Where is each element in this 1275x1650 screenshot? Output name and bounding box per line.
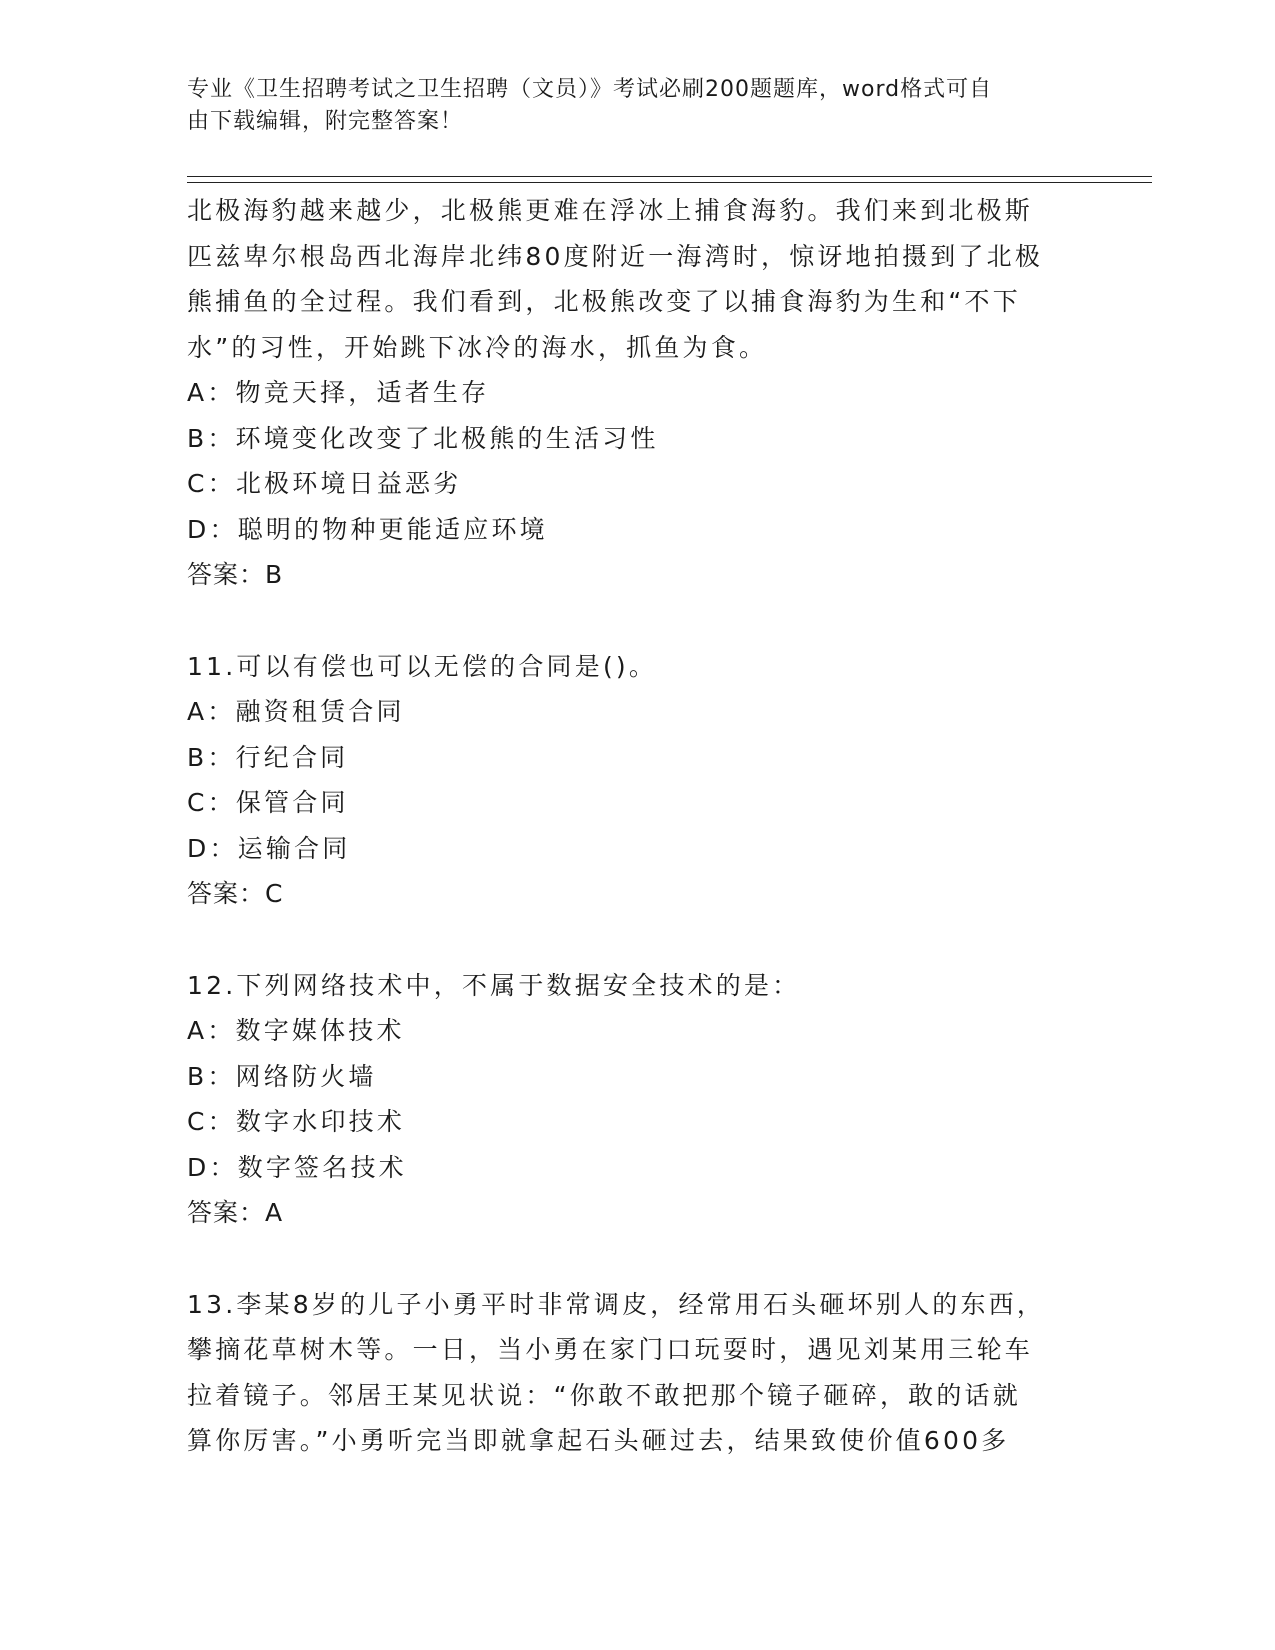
question-stem-line: 北极海豹越来越少，北极熊更难在浮冰上捕食海豹。我们来到北极斯: [187, 196, 1034, 225]
question-spacer: [187, 917, 1077, 963]
question-list: [187, 188, 1077, 1464]
question-spacer: [187, 598, 1077, 644]
question-12: [187, 963, 1077, 1236]
header-line-2: 由下载编辑，附完整答案！: [187, 109, 464, 134]
option-b: B：环境变化改变了北极熊的生活习性: [187, 423, 659, 453]
option-c: C：保管合同: [187, 788, 349, 817]
option-b: B：网络防火墙: [187, 1061, 377, 1091]
option-a: A：物竞天择，适者生存: [187, 378, 490, 407]
question-10: [187, 188, 1077, 598]
answer-line: 答案：C: [187, 879, 284, 908]
option-a: A：融资租赁合同: [187, 697, 405, 726]
question-stem-line: 攀摘花草树木等。一日，当小勇在家门口玩耍时，遇见刘某用三轮车: [187, 1335, 1034, 1364]
question-spacer: [187, 1236, 1077, 1282]
question-stem-line: 算你厉害。”小勇听完当即就拿起石头砸过去，结果致使价值600多: [187, 1426, 1010, 1455]
question-stem-line: 水”的习性，开始跳下冰冷的海水，抓鱼为食。: [187, 332, 768, 362]
option-d: D：数字签名技术: [187, 1152, 407, 1182]
question-stem-line: 匹兹卑尔根岛西北海岸北纬80度附近一海湾时，惊讶地拍摄到了北极: [187, 241, 1044, 271]
header-line-1: 专业《卫生招聘考试之卫生招聘（文员）》考试必刷200题题库，word格式可自: [187, 77, 993, 102]
question-stem-line: 13.李某8岁的儿子小勇平时非常调皮，经常用石头砸坏别人的东西，: [187, 1289, 1046, 1319]
option-b: B：行纪合同: [187, 742, 349, 772]
question-stem-line: 熊捕鱼的全过程。我们看到，北极熊改变了以捕食海豹为生和“不下: [187, 287, 1021, 316]
option-d: D：运输合同: [187, 833, 351, 863]
option-d: D：聪明的物种更能适应环境: [187, 514, 548, 544]
question-13: [187, 1282, 1077, 1464]
question-stem-line: 11.可以有偿也可以无偿的合同是()。: [187, 651, 658, 681]
option-c: C：数字水印技术: [187, 1107, 406, 1136]
header-double-rule: [187, 176, 1152, 183]
question-stem-line: 12.下列网络技术中，不属于数据安全技术的是：: [187, 970, 801, 1000]
question-stem-line: 拉着镜子。邻居王某见状说：“你敢不敢把那个镜子砸碎，敢的话就: [187, 1380, 1021, 1410]
document-header: [187, 74, 1067, 138]
option-c: C：北极环境日益恶劣: [187, 469, 462, 498]
question-11: [187, 644, 1077, 917]
answer-line: 答案：A: [187, 1198, 284, 1227]
option-a: A：数字媒体技术: [187, 1016, 405, 1045]
answer-line: 答案：B: [187, 560, 284, 589]
